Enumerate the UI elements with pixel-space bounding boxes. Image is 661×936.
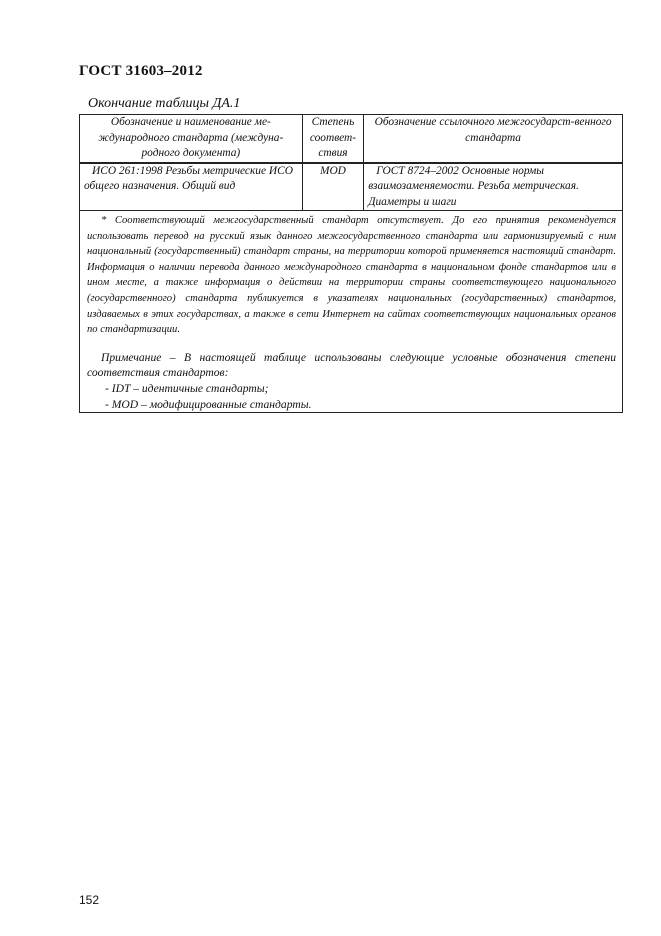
cell-degree-of-conformity: MOD [302, 163, 364, 211]
cell-interstate-standard: ГОСТ 8724–2002 Основные нормы взаимозаменяемости. Резьба метрическая. Диаметры и шаги [364, 163, 623, 211]
column-header-international-standard: Обозначение и наименование ме-ждународного стандарта (междуна-родного документа) [80, 115, 303, 163]
footnote-text: * Соответствующий межгосударственный стандарт отсутствует. До его принятия рекомендуется использовать перевод на русский язык данного межгосударственного стандарта или гармонизируемый с ним национальный (государственный) стандарт страны, на территории которой применяется настоящий стандарт. Информация о наличии перевода данного международного стандарта в национальном фонде стандартов или в ином месте, а также информация о действии на территории страны соответствующего национального (государственного) стандарта публикуется в указателях национальных (государственных) стандартов, издаваемых в этих государствах, а также в сети Интернет на сайтах соответствующих национальных органов по стандартизации. [87, 215, 616, 336]
footnote-cell [80, 211, 623, 413]
reference-table [79, 114, 623, 413]
note-block [87, 350, 616, 412]
table-row [80, 163, 623, 211]
column-header-degree-of-conformity: Степень соответ-ствия [302, 115, 364, 163]
page-number: 152 [79, 893, 100, 907]
cell-international-standard: ИСО 261:1998 Резьбы метрические ИСО общего назначения. Общий вид [80, 163, 303, 211]
note-item-mod: - MOD – модифицированные стандарты. [105, 397, 312, 411]
note-title: Примечание – В настоящей таблице использованы следующие условные обозначения степени соответствия стандартов: [87, 350, 616, 380]
document-header: ГОСТ 31603–2012 [79, 63, 203, 79]
column-header-interstate-standard: Обозначение ссылочного межгосударст-венного стандарта [364, 115, 623, 163]
table-header-row [80, 115, 623, 163]
table-caption: Окончание таблицы ДА.1 [88, 96, 241, 111]
reference-table-container [79, 114, 623, 413]
note-item-idt: - IDT – идентичные стандарты; [105, 381, 269, 395]
footnote-row [80, 211, 623, 413]
